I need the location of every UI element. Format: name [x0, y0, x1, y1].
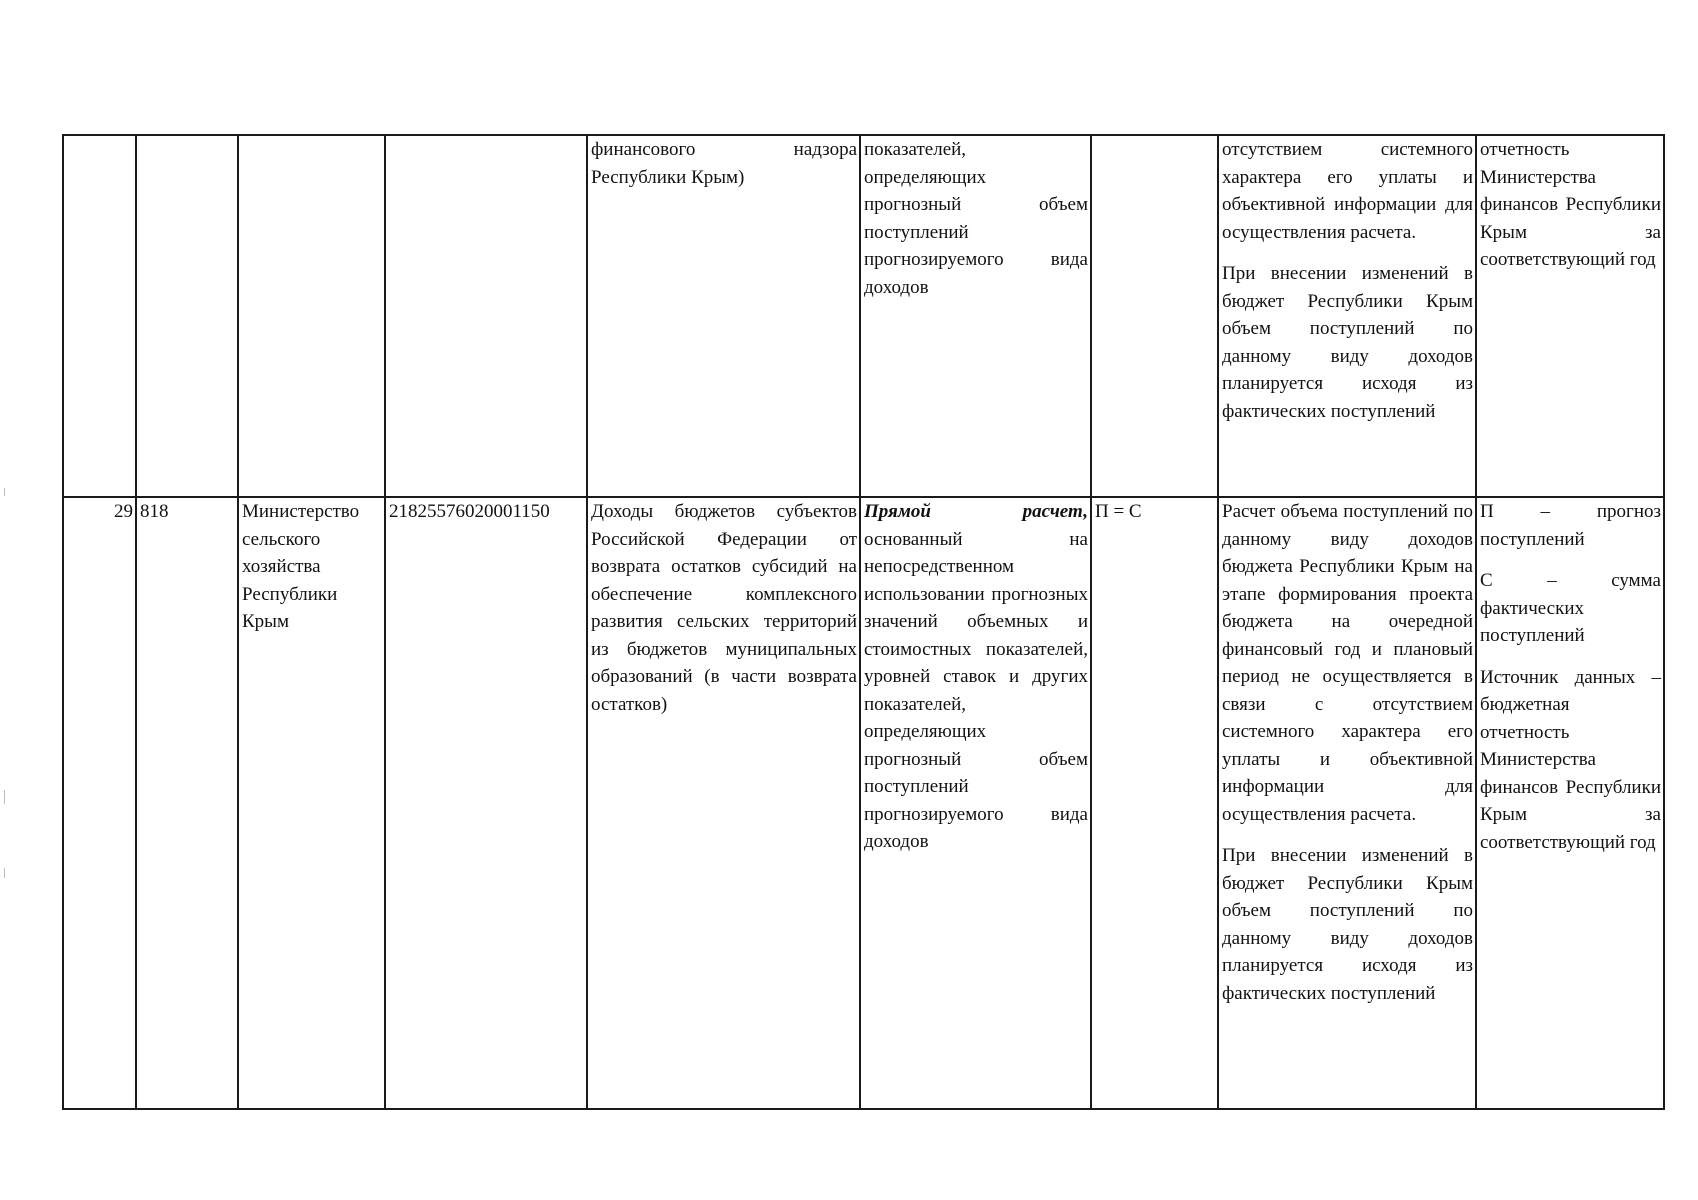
cell-administrator [238, 497, 385, 1109]
administrator-name: Министерство сельского хозяйства Республики Крым [242, 501, 360, 632]
indicators-text: отчетность Министерства финансов Республики Крым за соответствующий год [1480, 139, 1661, 270]
cell-number [63, 135, 136, 497]
admin-code: 818 [140, 501, 169, 522]
scan-artifact-left-1 [4, 488, 5, 496]
indicator-c: С – сумма фактических поступлений [1480, 570, 1661, 646]
cell-number [63, 497, 136, 1109]
row-number: 29 [114, 501, 133, 522]
cell-indicators [1476, 135, 1664, 497]
kbk-code: 21825576020001150 [389, 501, 550, 522]
cell-algorithm [1218, 497, 1476, 1109]
cell-formula [1091, 497, 1218, 1109]
method-text: основанный на непосредственном использовании прогнозных значений объемных и стоимостных показателей, уровней ставок и других показателей, определяющих прогнозный объем поступлений прогнозируемого вида доходов [864, 528, 1088, 852]
income-forecast-table [62, 134, 1665, 1110]
cell-administrator [238, 135, 385, 497]
method-text: показателей, определяющих прогнозный объем поступлений прогнозируемого вида доходов [864, 139, 1088, 298]
income-name-text: финансового надзора Республики Крым) [591, 139, 857, 188]
indicator-p: П – прогноз поступлений [1480, 501, 1661, 550]
cell-income-name [587, 135, 860, 497]
algorithm-paragraph-1: Расчет объема поступлений по данному виду доходов бюджета Республики Крым на этапе формирования проекта бюджета на очередной финансовый год и плановый период не осуществляется в связи с отсутствием системного характера его уплаты и объективной информации для осуществления расчета. [1222, 501, 1473, 825]
cell-kbk [385, 135, 587, 497]
cell-admin-code [136, 497, 238, 1109]
cell-algorithm [1218, 135, 1476, 497]
table-row-29 [63, 497, 1664, 1109]
cell-indicators [1476, 497, 1664, 1109]
table-row-continuation [63, 135, 1664, 497]
cell-kbk [385, 497, 587, 1109]
scan-artifact-left-2 [4, 790, 5, 804]
algorithm-paragraph-1: отсутствием системного характера его уплаты и объективной информации для осуществления расчета. [1222, 139, 1473, 243]
method-lead: Прямой расчет, [864, 501, 1088, 522]
algorithm-paragraph-2: При внесении изменений в бюджет Республики Крым объем поступлений по данному виду доходов планируется исходя из фактических поступлений [1222, 845, 1473, 1004]
cell-method [860, 135, 1091, 497]
formula-text: П = С [1095, 501, 1142, 522]
indicator-source: Источник данных – бюджетная отчетность Министерства финансов Республики Крым за соответствующий год [1480, 666, 1661, 853]
cell-admin-code [136, 135, 238, 497]
cell-income-name [587, 497, 860, 1109]
cell-formula [1091, 135, 1218, 497]
algorithm-paragraph-2: При внесении изменений в бюджет Республики Крым объем поступлений по данному виду доходов планируется исходя из фактических поступлений [1222, 263, 1473, 422]
cell-method [860, 497, 1091, 1109]
scan-artifact-left-3 [4, 868, 5, 878]
income-name-text: Доходы бюджетов субъектов Российской Федерации от возврата остатков субсидий на обеспечение комплексного развития сельских территорий из бюджетов муниципальных образований (в части возврата остатков) [591, 501, 857, 715]
